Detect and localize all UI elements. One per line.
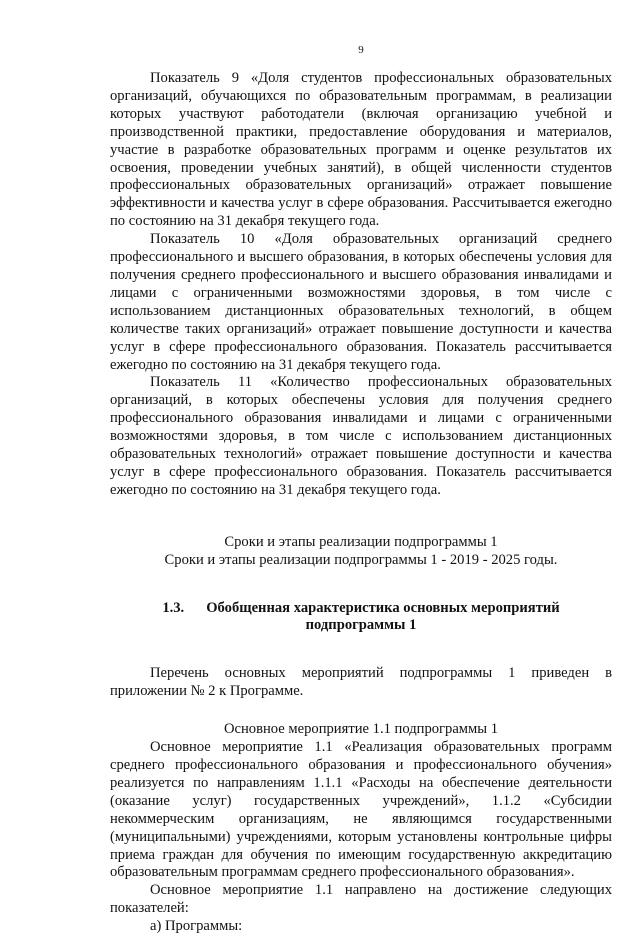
measure-item-a: а) Программы: [150, 918, 243, 935]
paragraph-indicator-11: Показатель 11 «Количество профессиональных образовательных организаций, в которых обеспечены условия для получения среднего профессионального образования инвалидами и лицами с ограниченными возможностями здоровья, в том числе с использованием дистанционных образовательных технологий» отражает повышение доступности и качества услуг в сфере профессионального образования. Показатель рассчитывается ежегодно по состоянию на 31 декабря текущего года. [110, 374, 612, 498]
measure-goal: Основное мероприятие 1.1 направлено на достижение следующих показателей: [110, 882, 612, 917]
paragraph-indicator-9: Показатель 9 «Доля студентов профессиональных образовательных организаций, обучающихся по образовательным программам, в реализации которых участвуют работодатели (включая организацию учебной и производственной практики, предоставление оборудования и материалов, участие в разработке образовательных программ и оценке результатов их освоения, проведении учебных занятий), в общей численности студентов профессиональных образовательных организаций» отражает повышение эффективности и качества услуг в сфере образования. Рассчитывается ежегодно по состоянию на 31 декабря текущего года. [110, 70, 612, 230]
section-title: Обобщенная характеристика основных мероприятий подпрограммы 1 [206, 599, 560, 634]
measure-description: Основное мероприятие 1.1 «Реализация образовательных программ среднего профессионального образования и профессионального обучения» реализуется по направлениям 1.1.1 «Расходы на обеспечение деятельности (оказание услуг) государственных учреждений», 1.1.2 «Субсидии некоммерческим организациям, не являющимся государственными (муниципальными) учреждениями, которым установлены контрольные цифры приема граждан для обучения по имеющим государственную аккредитацию образовательным программам среднего профессионального образования». [110, 739, 612, 881]
document-body [110, 70, 612, 936]
terms-heading: Сроки и этапы реализации подпрограммы 1 [224, 533, 498, 550]
section-number: 1.3. [162, 599, 185, 616]
page-number: 9 [358, 44, 364, 56]
terms-text: Сроки и этапы реализации подпрограммы 1 - 2019 - 2025 годы. [164, 551, 558, 568]
paragraph-indicator-10: Показатель 10 «Доля образовательных организаций среднего профессионального и высшего образования, в которых обеспечены условия для получения среднего профессионального и высшего образования инвалидами и лицами с ограниченными возможностями здоровья, в том числе с использованием дистанционных образовательных технологий, в общем количестве таких организаций» отражает повышение доступности и качества услуг в сфере профессионального образования. Показатель рассчитывается ежегодно по состоянию на 31 декабря текущего года. [110, 231, 612, 373]
section-heading [110, 600, 612, 636]
measures-list-intro: Перечень основных мероприятий подпрограммы 1 приведен в приложении № 2 к Программе. [110, 665, 612, 700]
measure-heading: Основное мероприятие 1.1 подпрограммы 1 [223, 721, 499, 738]
